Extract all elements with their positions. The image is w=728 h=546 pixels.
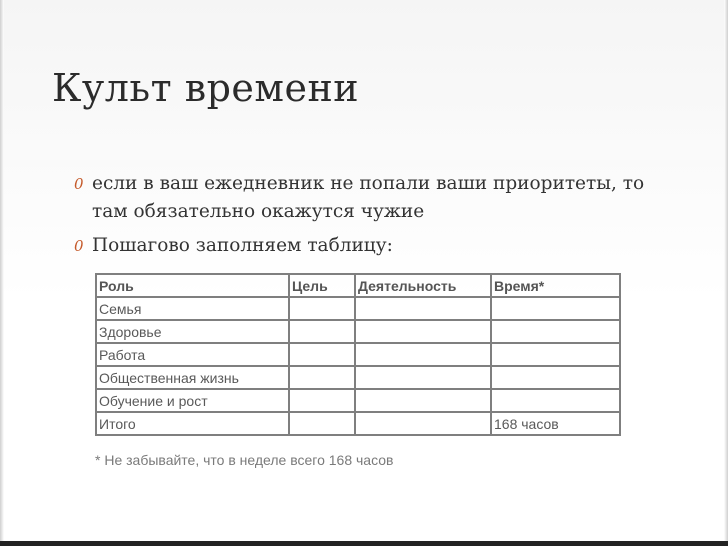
planning-table — [95, 273, 621, 436]
table-row — [96, 320, 620, 343]
cell-goal — [289, 320, 355, 343]
header-activity: Деятельность — [355, 274, 491, 297]
cell-time: 168 часов — [491, 412, 620, 435]
cell-activity — [355, 320, 491, 343]
cell-goal — [289, 343, 355, 366]
bullet-item — [74, 170, 674, 226]
cell-role: Здоровье — [96, 320, 289, 343]
header-time: Время* — [491, 274, 620, 297]
cell-activity — [355, 343, 491, 366]
cell-time — [491, 343, 620, 366]
bullet-text: если в ваш ежедневник не попали ваши приоритеты, то там обязательно окажутся чужие — [92, 173, 645, 222]
cell-role: Итого — [96, 412, 289, 435]
table-header-row — [96, 274, 620, 297]
cell-role: Работа — [96, 343, 289, 366]
bullet-marker-icon: 0 — [74, 175, 84, 193]
table-row — [96, 366, 620, 389]
slide-left-edge — [0, 0, 4, 546]
header-role: Роль — [96, 274, 289, 297]
cell-time — [491, 320, 620, 343]
table-row-total — [96, 412, 620, 435]
slide-title: Культ времени — [52, 66, 360, 110]
cell-role: Обучение и рост — [96, 389, 289, 412]
cell-activity — [355, 412, 491, 435]
table-row — [96, 389, 620, 412]
slide-bottom-edge — [0, 541, 728, 546]
cell-activity — [355, 389, 491, 412]
bullet-list — [74, 170, 674, 266]
bullet-marker-icon: 0 — [74, 237, 84, 255]
cell-goal — [289, 389, 355, 412]
bullet-item — [74, 232, 674, 260]
cell-role: Общественная жизнь — [96, 366, 289, 389]
table-row — [96, 343, 620, 366]
cell-time — [491, 389, 620, 412]
table-row — [96, 297, 620, 320]
cell-goal — [289, 366, 355, 389]
cell-time — [491, 366, 620, 389]
planning-table-container — [95, 273, 621, 436]
cell-role: Семья — [96, 297, 289, 320]
cell-goal — [289, 412, 355, 435]
footnote: * Не забывайте, что в неделе всего 168 часов — [95, 452, 394, 468]
cell-goal — [289, 297, 355, 320]
cell-activity — [355, 366, 491, 389]
bullet-text: Пошагово заполняем таблицу: — [92, 235, 393, 256]
slide-right-edge — [724, 0, 728, 546]
cell-activity — [355, 297, 491, 320]
cell-time — [491, 297, 620, 320]
header-goal: Цель — [289, 274, 355, 297]
